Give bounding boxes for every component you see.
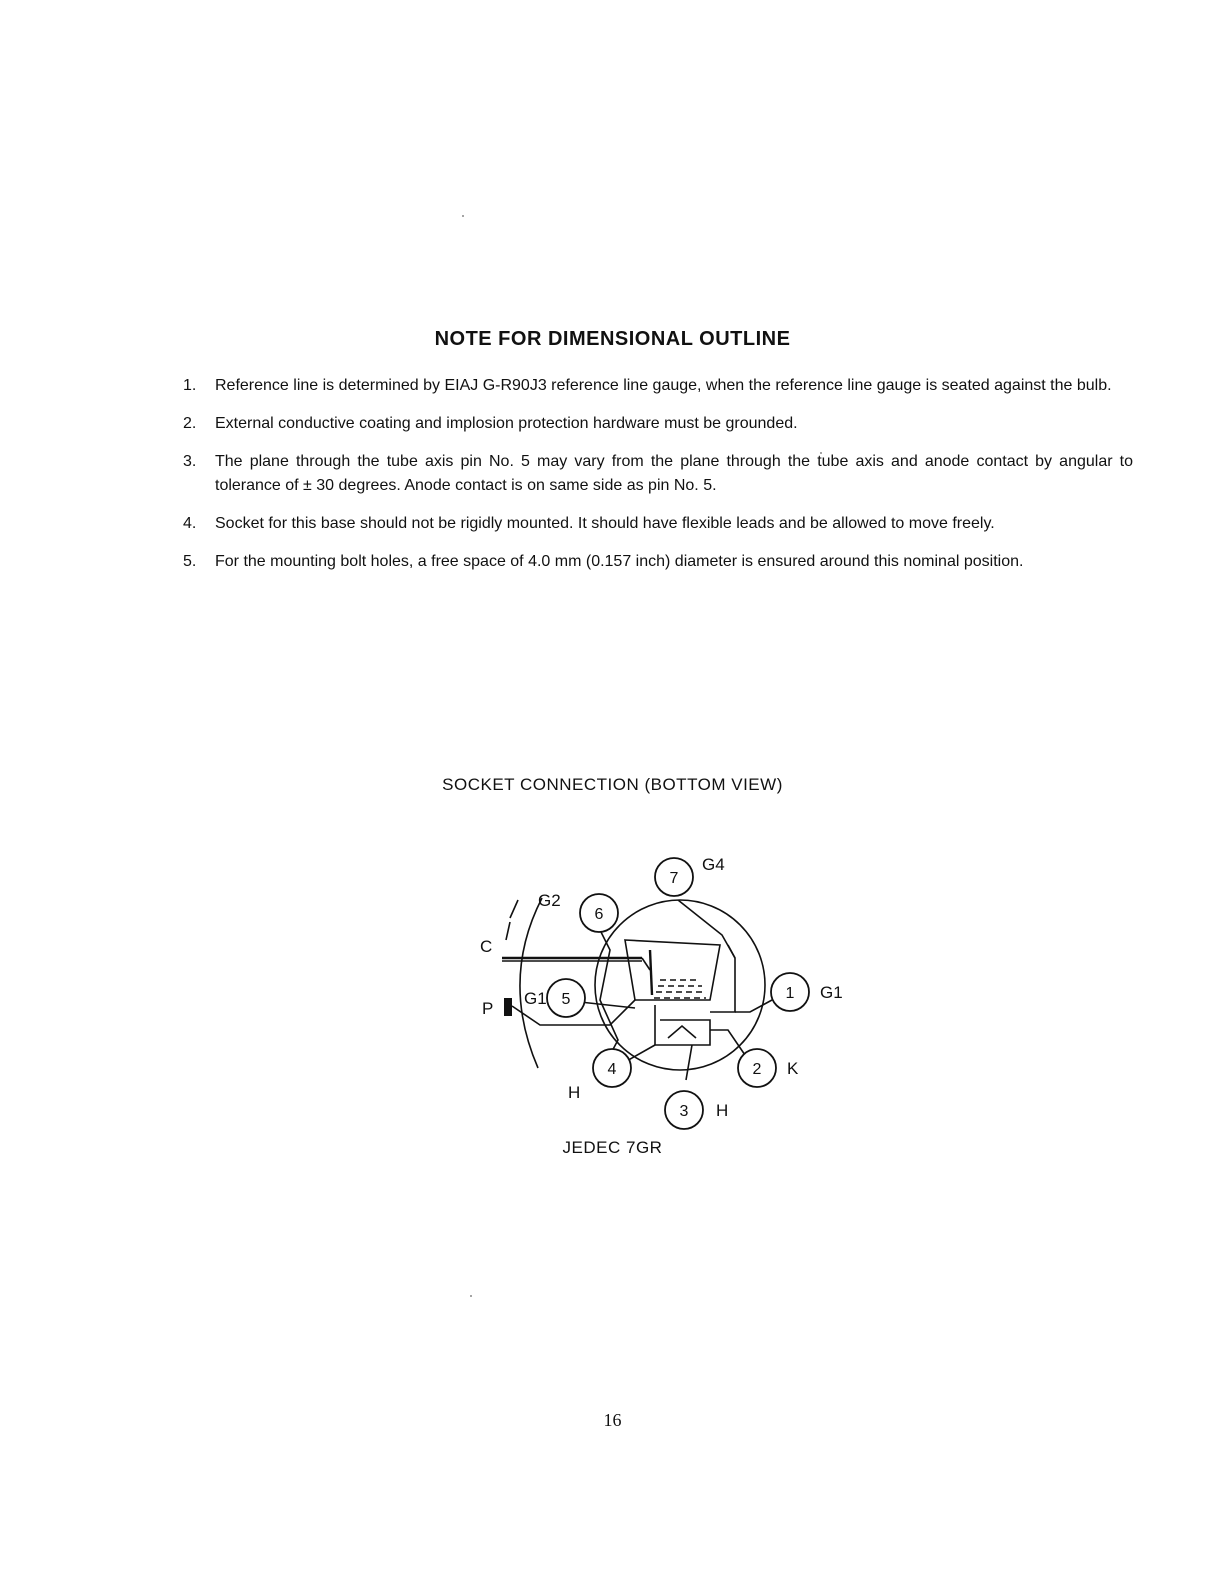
- socket-connection-diagram: [460, 840, 880, 1140]
- pin-7-number: 7: [669, 870, 679, 887]
- note-item: [183, 512, 1133, 536]
- heater-filament: [668, 1026, 696, 1038]
- pin-3-number: 3: [679, 1103, 689, 1120]
- pin-4-number: 4: [607, 1061, 617, 1078]
- pin7-lead: [678, 900, 735, 958]
- pin-6-label: G2: [538, 891, 561, 910]
- pin-3-label: H: [716, 1101, 729, 1120]
- note-text: The plane through the tube axis pin No. 5 may vary from the plane through the tube axis and anode contact by angular to tolerance of ± 30 degrees. Anode contact is on same side as pin No. 5.: [215, 453, 1133, 494]
- diagram-caption: JEDEC 7GR: [562, 1138, 663, 1157]
- pin3-lead: [686, 1045, 692, 1080]
- note-item: [183, 374, 1133, 398]
- reference-arc: [520, 898, 542, 1068]
- note-number: 5.: [183, 553, 197, 570]
- note-text: External conductive coating and implosion protection hardware must be grounded.: [215, 415, 798, 432]
- grid-rod: [650, 950, 652, 995]
- pin-5-number: 5: [561, 991, 571, 1008]
- pin-2-number: 2: [752, 1061, 762, 1078]
- note-text: For the mounting bolt holes, a free space of 4.0 mm (0.157 inch) diameter is ensured around this nominal position.: [215, 553, 1024, 570]
- pin-1-number: 1: [785, 985, 795, 1002]
- g2-lead-dash: [510, 900, 518, 918]
- notes-list: [183, 374, 1133, 588]
- cathode-terminal-label: C: [480, 937, 493, 956]
- pin-7-label: G4: [702, 855, 725, 874]
- pin-5-label: G1: [524, 989, 547, 1008]
- page-title: NOTE FOR DIMENSIONAL OUTLINE: [434, 328, 791, 350]
- pin-6-number: 6: [594, 906, 604, 923]
- c-lead-dash: [506, 922, 510, 940]
- pin-1-label: G1: [820, 983, 843, 1002]
- pin5-lead: [580, 1002, 635, 1008]
- note-item: [183, 412, 1133, 436]
- note-item: [183, 550, 1133, 574]
- scan-speck: [470, 1295, 472, 1297]
- plate-terminal-block: [504, 998, 512, 1016]
- pin-2-label: K: [787, 1059, 799, 1078]
- note-text: Reference line is determined by EIAJ G-R90J3 reference line gauge, when the reference line gauge is seated against the bulb.: [215, 377, 1112, 394]
- pin1-lead: [735, 1000, 772, 1012]
- note-text: Socket for this base should not be rigidly mounted. It should have flexible leads and be allowed to move freely.: [215, 515, 995, 532]
- electrode-frame: [625, 940, 720, 1000]
- plate-terminal-label: P: [482, 999, 494, 1018]
- pin-4-label: H: [568, 1083, 581, 1102]
- cathode-box: [655, 1005, 710, 1045]
- note-number: 4.: [183, 515, 197, 532]
- grid-wire: [642, 958, 650, 970]
- scan-speck: [462, 215, 464, 217]
- diagram-title: SOCKET CONNECTION (BOTTOM VIEW): [442, 775, 783, 794]
- page-number: 16: [603, 1410, 622, 1430]
- note-number: 2.: [183, 415, 197, 432]
- pin2-lead: [710, 1030, 745, 1055]
- note-number: 1.: [183, 377, 197, 394]
- note-item: [183, 450, 1133, 498]
- note-number: 3.: [183, 453, 197, 470]
